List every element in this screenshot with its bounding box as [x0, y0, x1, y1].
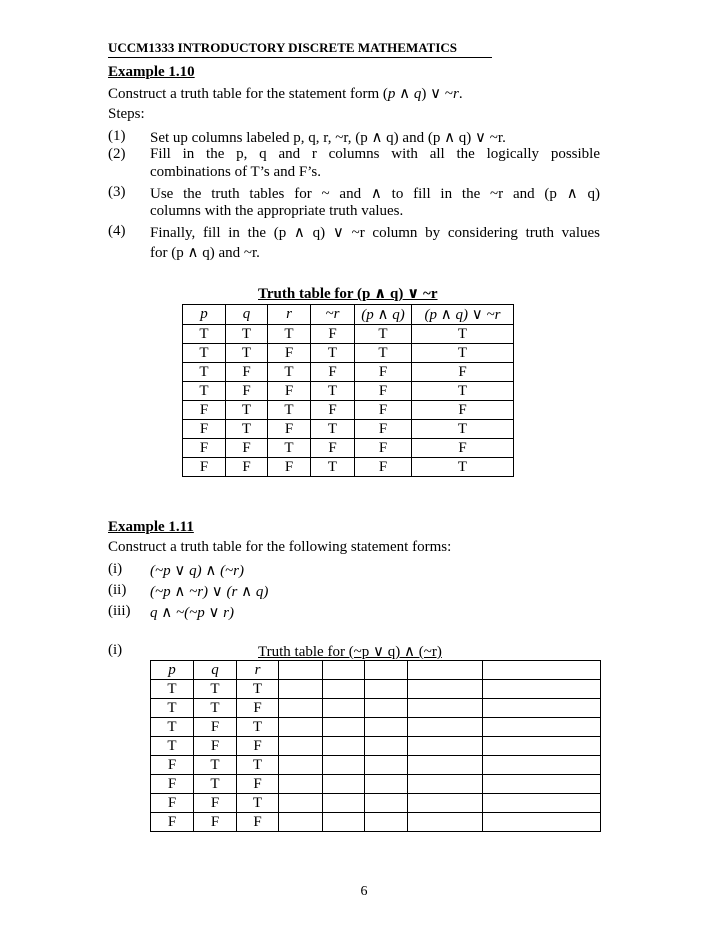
- truth-table-2-title: Truth table for (~p ∨ q) ∧ (~r): [258, 644, 442, 660]
- table-cell: T: [194, 680, 237, 699]
- table-cell: T: [412, 325, 514, 344]
- step-text-continued: columns with the appropriate truth values.: [150, 203, 404, 219]
- table-cell: T: [226, 344, 268, 363]
- table-cell: F: [311, 401, 355, 420]
- table-cell: F: [151, 794, 194, 813]
- table-cell: [323, 775, 365, 794]
- table-cell: [279, 718, 323, 737]
- step-text: Fill in the p, q and r columns with all the logically possible: [150, 146, 600, 162]
- table-cell: F: [183, 420, 226, 439]
- table-cell: T: [151, 680, 194, 699]
- column-header: [279, 661, 323, 680]
- item-number: (iii): [108, 603, 131, 619]
- table-cell: [408, 680, 483, 699]
- table-cell: [483, 794, 601, 813]
- table-cell: [408, 737, 483, 756]
- table-cell: F: [237, 775, 279, 794]
- table-cell: [323, 813, 365, 832]
- table-cell: T: [183, 363, 226, 382]
- column-header: p: [151, 661, 194, 680]
- step-text: Set up columns labeled p, q, r, ~r, (p ∧ q) and (p ∧ q) ∨ ~r.: [150, 130, 506, 146]
- item-number: (i): [108, 561, 123, 577]
- column-header: r: [268, 305, 311, 325]
- table-cell: [483, 699, 601, 718]
- example-1-11-title: Example 1.11: [108, 519, 194, 535]
- table-cell: T: [151, 699, 194, 718]
- table-cell: F: [355, 382, 412, 401]
- table-cell: [365, 756, 408, 775]
- table-cell: T: [226, 420, 268, 439]
- table-row: [183, 325, 514, 344]
- column-header: (p ∧ q) ∨ ~r: [412, 305, 514, 325]
- table-cell: F: [183, 401, 226, 420]
- table-cell: F: [151, 813, 194, 832]
- table-cell: F: [194, 718, 237, 737]
- page-number: 6: [360, 884, 368, 899]
- table-cell: T: [412, 382, 514, 401]
- step-text-continued: for (p ∧ q) and ~r.: [150, 245, 260, 261]
- table-cell: [279, 794, 323, 813]
- table-cell: T: [183, 325, 226, 344]
- table-cell: F: [355, 420, 412, 439]
- table-cell: T: [311, 344, 355, 363]
- step-text: Use the truth tables for ~ and ∧ to fill in the ~r and (p ∧ q): [150, 186, 600, 202]
- table-cell: F: [194, 813, 237, 832]
- table-cell: F: [268, 344, 311, 363]
- example-1-10-title: Example 1.10: [108, 64, 195, 80]
- column-header: q: [226, 305, 268, 325]
- part-label: (i): [108, 642, 123, 658]
- table-cell: T: [268, 325, 311, 344]
- table-cell: F: [151, 775, 194, 794]
- table-cell: [408, 718, 483, 737]
- table-cell: F: [412, 363, 514, 382]
- item-expression: q ∧ ~(~p ∨ r): [150, 605, 235, 621]
- example-1-10-prompt: Construct a truth table for the statement form (p ∧ q) ∨ ~r.: [108, 86, 463, 102]
- table-cell: F: [311, 363, 355, 382]
- header-rule: [108, 57, 492, 58]
- table-cell: T: [355, 344, 412, 363]
- table-row: [151, 680, 601, 699]
- table-cell: T: [268, 363, 311, 382]
- table-row: [151, 718, 601, 737]
- truth-table-1: [182, 304, 514, 477]
- table-cell: F: [311, 325, 355, 344]
- table-cell: T: [151, 718, 194, 737]
- table-cell: [365, 775, 408, 794]
- table-cell: F: [355, 458, 412, 477]
- table-cell: [365, 699, 408, 718]
- table-cell: T: [412, 458, 514, 477]
- table-cell: F: [237, 813, 279, 832]
- table-cell: T: [412, 420, 514, 439]
- table-row: [183, 420, 514, 439]
- table-cell: [279, 813, 323, 832]
- column-header: [365, 661, 408, 680]
- table-cell: T: [226, 325, 268, 344]
- table-cell: [408, 756, 483, 775]
- table-cell: T: [226, 401, 268, 420]
- table-cell: F: [268, 382, 311, 401]
- step-number: (3): [108, 184, 126, 200]
- table-cell: [279, 680, 323, 699]
- step-number: (4): [108, 223, 126, 239]
- table-cell: [408, 775, 483, 794]
- table-header-row: [183, 305, 514, 325]
- column-header: [323, 661, 365, 680]
- table-cell: T: [151, 737, 194, 756]
- table-cell: T: [237, 680, 279, 699]
- table-cell: [323, 794, 365, 813]
- table-cell: F: [183, 439, 226, 458]
- table-row: [183, 363, 514, 382]
- table-cell: [483, 680, 601, 699]
- table-cell: [365, 737, 408, 756]
- item-expression: (~p ∨ q) ∧ (~r): [150, 563, 245, 579]
- table-cell: [323, 756, 365, 775]
- table-cell: [408, 794, 483, 813]
- table-cell: [365, 718, 408, 737]
- table-cell: F: [355, 401, 412, 420]
- column-header: p: [183, 305, 226, 325]
- table-cell: T: [311, 382, 355, 401]
- table-cell: [323, 680, 365, 699]
- table-cell: F: [226, 363, 268, 382]
- column-header: r: [237, 661, 279, 680]
- table-cell: T: [183, 382, 226, 401]
- truth-table-2: [150, 660, 601, 832]
- running-header: UCCM1333 INTRODUCTORY DISCRETE MATHEMATICS: [108, 40, 458, 55]
- column-header: [408, 661, 483, 680]
- column-header: [483, 661, 601, 680]
- item-number: (ii): [108, 582, 127, 598]
- table-cell: T: [311, 420, 355, 439]
- step-number: (2): [108, 146, 126, 162]
- table-row: [151, 756, 601, 775]
- table-cell: [279, 756, 323, 775]
- table-row: [183, 382, 514, 401]
- table-cell: [323, 718, 365, 737]
- table-cell: T: [194, 699, 237, 718]
- table-cell: [365, 813, 408, 832]
- item-expression: (~p ∧ ~r) ∨ (r ∧ q): [150, 584, 269, 600]
- table-cell: [365, 794, 408, 813]
- table-cell: F: [268, 458, 311, 477]
- table-cell: [323, 737, 365, 756]
- table-header-row: [151, 661, 601, 680]
- table-cell: T: [268, 401, 311, 420]
- table-row: [151, 794, 601, 813]
- table-cell: T: [237, 718, 279, 737]
- table-cell: [483, 775, 601, 794]
- table-cell: F: [151, 756, 194, 775]
- table-cell: F: [226, 458, 268, 477]
- step-number: (1): [108, 128, 126, 144]
- table-row: [183, 401, 514, 420]
- example-1-11-prompt: Construct a truth table for the following statement forms:: [108, 539, 452, 555]
- table-cell: T: [183, 344, 226, 363]
- table-row: [183, 344, 514, 363]
- table-cell: F: [183, 458, 226, 477]
- table-cell: F: [412, 401, 514, 420]
- step-text: Finally, fill in the (p ∧ q) ∨ ~r column by considering truth values: [150, 225, 600, 241]
- step-text-continued: combinations of T’s and F’s.: [150, 164, 321, 180]
- table-cell: F: [194, 794, 237, 813]
- truth-table-1-title: Truth table for (p ∧ q) ∨ ~r: [258, 286, 438, 302]
- table-cell: T: [268, 439, 311, 458]
- column-header: q: [194, 661, 237, 680]
- table-cell: F: [226, 382, 268, 401]
- table-row: [151, 737, 601, 756]
- table-cell: F: [237, 737, 279, 756]
- table-cell: F: [194, 737, 237, 756]
- table-cell: T: [355, 325, 412, 344]
- table-cell: [365, 680, 408, 699]
- table-cell: [408, 813, 483, 832]
- table-row: [183, 439, 514, 458]
- table-cell: F: [311, 439, 355, 458]
- table-row: [151, 699, 601, 718]
- table-cell: F: [268, 420, 311, 439]
- table-row: [151, 813, 601, 832]
- table-cell: [483, 756, 601, 775]
- table-cell: F: [355, 439, 412, 458]
- table-cell: F: [237, 699, 279, 718]
- table-cell: [483, 718, 601, 737]
- table-cell: T: [194, 775, 237, 794]
- table-cell: T: [311, 458, 355, 477]
- column-header: ~r: [311, 305, 355, 325]
- table-cell: F: [355, 363, 412, 382]
- table-cell: T: [194, 756, 237, 775]
- table-cell: [279, 699, 323, 718]
- table-cell: F: [226, 439, 268, 458]
- table-cell: [483, 737, 601, 756]
- table-cell: [279, 775, 323, 794]
- table-cell: T: [237, 756, 279, 775]
- table-cell: F: [412, 439, 514, 458]
- table-cell: [408, 699, 483, 718]
- table-cell: [483, 813, 601, 832]
- table-row: [151, 775, 601, 794]
- table-row: [183, 458, 514, 477]
- column-header: (p ∧ q): [355, 305, 412, 325]
- table-cell: T: [412, 344, 514, 363]
- steps-label: Steps:: [108, 106, 145, 122]
- table-cell: T: [237, 794, 279, 813]
- table-cell: [279, 737, 323, 756]
- table-cell: [323, 699, 365, 718]
